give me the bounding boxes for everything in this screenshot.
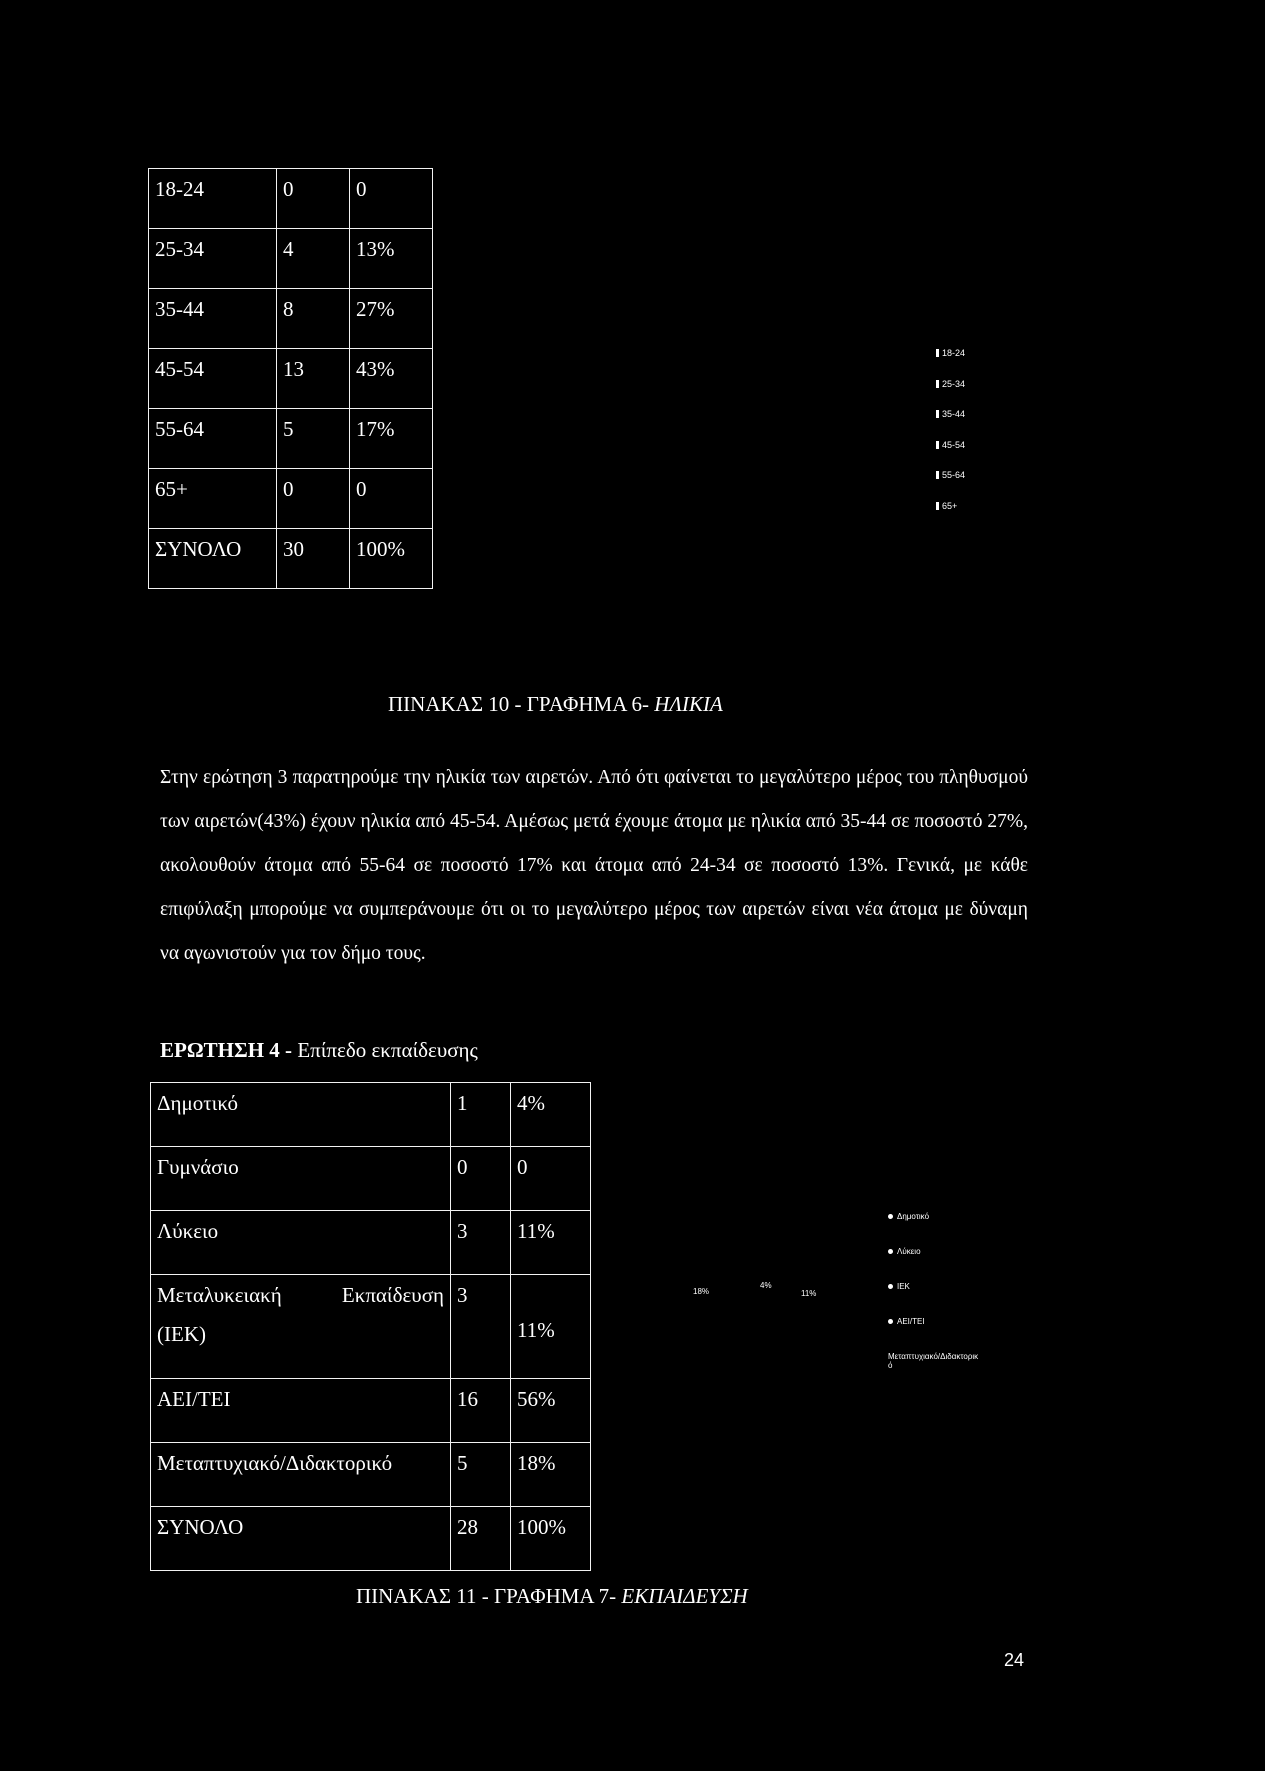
- age-range-cell: 55-64: [149, 409, 277, 469]
- total-label-cell: ΣΥΝΟΛΟ: [149, 529, 277, 589]
- legend-label: ΑΕΙ/ΤΕΙ: [897, 1317, 925, 1326]
- percent-cell: 18%: [511, 1443, 591, 1507]
- count-cell: 1: [451, 1083, 511, 1147]
- count-cell: 5: [277, 409, 350, 469]
- pie-slice-label: 4%: [760, 1281, 772, 1290]
- table-row: [151, 1379, 591, 1443]
- percent-cell: 11%: [511, 1211, 591, 1275]
- legend-item: [936, 348, 965, 379]
- percent-cell: 11%: [511, 1275, 591, 1379]
- table-row: [151, 1147, 591, 1211]
- table-row: [149, 409, 433, 469]
- education-level-cell: [151, 1275, 451, 1379]
- caption-italic: ΕΚΠΑΙΔΕΥΣΗ: [621, 1584, 748, 1608]
- legend-marker: [888, 1249, 893, 1254]
- table-total-row: [151, 1507, 591, 1571]
- percent-cell: 27%: [350, 289, 433, 349]
- education-level-cell: ΑΕΙ/ΤΕΙ: [151, 1379, 451, 1443]
- education-level-cell: Δημοτικό: [151, 1083, 451, 1147]
- count-cell: 0: [277, 469, 350, 529]
- count-cell: 13: [277, 349, 350, 409]
- legend-item: [936, 440, 965, 471]
- legend-item: [888, 1317, 1038, 1326]
- page-number: 24: [1004, 1650, 1025, 1670]
- legend-label: 35-44: [942, 409, 966, 419]
- table-row: [151, 1443, 591, 1507]
- education-level-cell: Λύκειο: [151, 1211, 451, 1275]
- education-level-label-line2: (ΙΕΚ): [157, 1322, 206, 1346]
- legend-item: [888, 1352, 1038, 1370]
- legend-label: ΙΕΚ: [897, 1282, 910, 1291]
- caption-text: ΠΙΝΑΚΑΣ 11 - ΓΡΑΦΗΜΑ 7-: [356, 1584, 622, 1608]
- count-cell: 8: [277, 289, 350, 349]
- legend-swatch: [936, 471, 939, 479]
- legend-marker: [888, 1214, 893, 1219]
- age-range-cell: 45-54: [149, 349, 277, 409]
- table-row: [149, 289, 433, 349]
- caption-text: ΠΙΝΑΚΑΣ 10 - ΓΡΑΦΗΜΑ 6-: [388, 692, 655, 716]
- legend-item: [936, 470, 965, 501]
- legend-label: Δημοτικό: [897, 1212, 930, 1221]
- section-heading: [160, 1038, 478, 1063]
- table-row: [149, 169, 433, 229]
- legend-swatch: [936, 441, 939, 449]
- total-count-cell: 28: [451, 1507, 511, 1571]
- total-count-cell: 30: [277, 529, 350, 589]
- legend-item: [888, 1247, 1038, 1256]
- caption-italic: ΗΛΙΚΙΑ: [654, 692, 723, 716]
- count-cell: 4: [277, 229, 350, 289]
- table-row: [149, 349, 433, 409]
- percent-cell: 0: [350, 469, 433, 529]
- percent-cell: 56%: [511, 1379, 591, 1443]
- pie-slice-label: 18%: [693, 1287, 710, 1296]
- total-percent-cell: 100%: [350, 529, 433, 589]
- age-range-cell: 65+: [149, 469, 277, 529]
- legend-swatch: [936, 410, 939, 418]
- percent-cell: 0: [511, 1147, 591, 1211]
- body-paragraph: Στην ερώτηση 3 παρατηρούμε την ηλικία των αιρετών. Από ότι φαίνεται το μεγαλύτερο μέρος του πληθυσμού των αιρετών(43%) έχουν ηλικία από 45-54. Αμέσως μετά έχουμε άτομα με ηλικία από 35-44 σε ποσοστό 27%, ακολουθούν άτομα από 55-64 σε ποσοστό 17% και άτομα από 24-34 σε ποσοστό 13%. Γενικά, με κάθε επιφύλαξη μπορούμε να συμπεράνουμε ότι οι το μεγαλύτερο μέρος των αιρετών είναι νέα άτομα με δύναμη να αγωνιστούν για τον δήμο τους.: [160, 767, 1028, 964]
- legend-marker: [888, 1284, 893, 1289]
- legend-label: 55-64: [942, 470, 966, 480]
- age-range-cell: 18-24: [149, 169, 277, 229]
- table-total-row: [149, 529, 433, 589]
- count-cell: 3: [451, 1211, 511, 1275]
- table-row: [149, 469, 433, 529]
- count-cell: 0: [451, 1147, 511, 1211]
- age-range-cell: 35-44: [149, 289, 277, 349]
- legend-item: [888, 1212, 1038, 1221]
- legend-item: [888, 1282, 1038, 1291]
- legend-label: 18-24: [942, 348, 966, 358]
- legend-swatch: [936, 380, 939, 388]
- education-level-cell: Μεταπτυχιακό/Διδακτορικό: [151, 1443, 451, 1507]
- percent-cell: 43%: [350, 349, 433, 409]
- percent-cell: 4%: [511, 1083, 591, 1147]
- education-level-label: Μεταλυκειακή Εκπαίδευση: [157, 1283, 444, 1307]
- legend-label: 65+: [942, 500, 958, 511]
- count-cell: 0: [277, 169, 350, 229]
- heading-bold: ΕΡΩΤΗΣΗ 4 -: [160, 1038, 293, 1062]
- education-table: [150, 1082, 591, 1571]
- pie-slice-label: 11%: [801, 1289, 817, 1298]
- age-chart-legend: [936, 348, 965, 531]
- percent-cell: 13%: [350, 229, 433, 289]
- table-row: [151, 1083, 591, 1147]
- table-caption-age: [388, 692, 723, 717]
- age-range-cell: 25-34: [149, 229, 277, 289]
- legend-item: [936, 409, 965, 440]
- count-cell: 16: [451, 1379, 511, 1443]
- table-caption-education: [356, 1584, 748, 1609]
- education-level-cell: Γυμνάσιο: [151, 1147, 451, 1211]
- legend-swatch: [936, 349, 939, 357]
- legend-label: 45-54: [942, 439, 966, 450]
- total-percent-cell: 100%: [511, 1507, 591, 1571]
- total-label-cell: ΣΥΝΟΛΟ: [151, 1507, 451, 1571]
- education-chart-legend: [888, 1212, 1038, 1370]
- legend-label-continued: ό: [888, 1361, 893, 1370]
- table-row: [151, 1275, 591, 1379]
- legend-marker: [888, 1319, 893, 1324]
- legend-label: Λύκειο: [897, 1247, 921, 1256]
- count-cell: 3: [451, 1275, 511, 1379]
- table-row: [151, 1211, 591, 1275]
- legend-swatch: [936, 502, 939, 510]
- age-table: [148, 168, 433, 589]
- legend-item: [936, 501, 965, 532]
- legend-label: Μεταπτυχιακό/Διδακτορικ: [888, 1352, 979, 1361]
- legend-label: 25-34: [942, 378, 966, 389]
- heading-text: Επίπεδο εκπαίδευσης: [292, 1038, 478, 1062]
- percent-cell: 17%: [350, 409, 433, 469]
- count-cell: 5: [451, 1443, 511, 1507]
- table-row: [149, 229, 433, 289]
- percent-cell: 0: [350, 169, 433, 229]
- legend-item: [936, 379, 965, 410]
